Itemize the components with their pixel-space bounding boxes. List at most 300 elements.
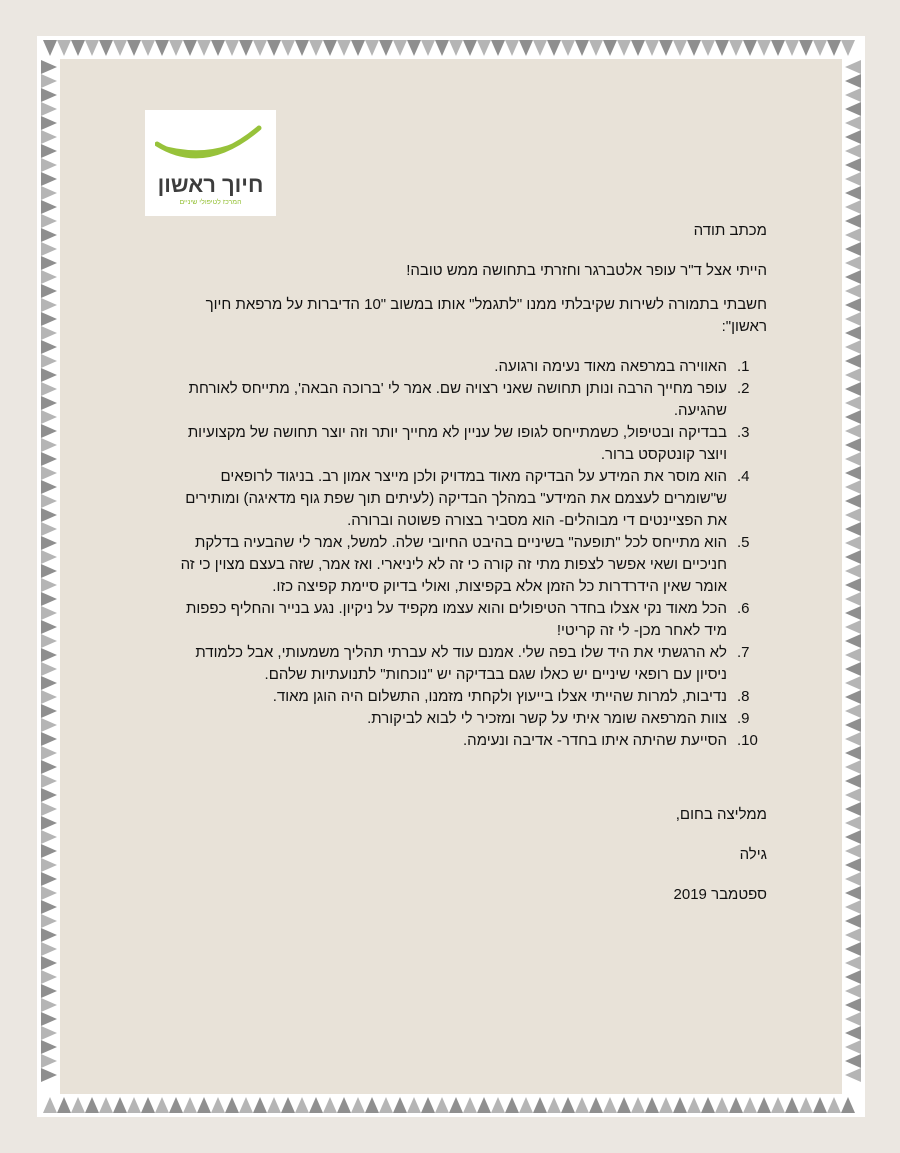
border-triangle — [845, 620, 861, 634]
border-triangle — [845, 550, 861, 564]
border-triangle — [41, 956, 57, 970]
border-triangle — [785, 40, 799, 56]
border-triangle — [845, 116, 861, 130]
border-triangle — [845, 648, 861, 662]
border-triangle — [845, 382, 861, 396]
border-triangle — [505, 1097, 519, 1113]
list-item — [141, 466, 767, 532]
border-triangle — [589, 1097, 603, 1113]
border-triangle — [41, 214, 57, 228]
border-triangle — [41, 578, 57, 592]
border-triangle — [845, 284, 861, 298]
border-triangle — [845, 270, 861, 284]
list-item — [141, 598, 767, 642]
border-triangle — [785, 1097, 799, 1113]
list-item — [141, 708, 767, 730]
border-triangle — [845, 914, 861, 928]
border-triangle — [41, 774, 57, 788]
border-triangle — [41, 424, 57, 438]
border-triangle — [845, 508, 861, 522]
border-triangle — [41, 312, 57, 326]
border-triangle — [99, 1097, 113, 1113]
border-triangle — [645, 40, 659, 56]
border-triangle — [41, 844, 57, 858]
border-triangle — [729, 1097, 743, 1113]
border-triangle — [239, 1097, 253, 1113]
border-triangle — [827, 40, 841, 56]
border-triangle — [41, 438, 57, 452]
border-triangle — [323, 1097, 337, 1113]
list-item-number: 9. — [737, 710, 750, 727]
letter-page — [37, 36, 865, 1117]
letter-date: ספטמבר 2019 — [673, 886, 767, 903]
border-triangle — [463, 1097, 477, 1113]
border-triangle — [41, 676, 57, 690]
list-item-line: לא הרגשתי את היד שלו בפה שלי. אמנם עוד לא עברתי תהליך משמעותי, אבל כלמודת — [195, 644, 727, 661]
border-triangle — [845, 984, 861, 998]
border-triangle — [845, 970, 861, 984]
border-triangle — [845, 438, 861, 452]
border-triangle — [743, 40, 757, 56]
border-triangle — [41, 480, 57, 494]
border-triangle — [41, 354, 57, 368]
border-triangle — [41, 984, 57, 998]
list-item-number: 5. — [737, 534, 750, 551]
border-triangle — [127, 40, 141, 56]
border-triangle — [845, 564, 861, 578]
border-triangle — [41, 326, 57, 340]
border-triangle — [491, 1097, 505, 1113]
border-triangle — [41, 144, 57, 158]
border-triangle — [845, 242, 861, 256]
border-triangle — [845, 816, 861, 830]
border-triangle — [561, 1097, 575, 1113]
border-triangle — [845, 998, 861, 1012]
list-item-number: 10. — [737, 732, 758, 749]
border-triangle — [845, 326, 861, 340]
border-triangle — [845, 172, 861, 186]
border-triangle — [845, 872, 861, 886]
border-triangle — [845, 60, 861, 74]
border-triangle — [295, 1097, 309, 1113]
list-item-line: ש"שומרים לעצמם את המידע" במהלך הבדיקה (לעיתים תוך שפת גוף מדאיגה) ומותירים — [185, 490, 727, 507]
border-triangle — [845, 452, 861, 466]
border-triangle — [41, 1026, 57, 1040]
border-triangle — [267, 40, 281, 56]
border-triangle — [41, 998, 57, 1012]
border-triangle — [43, 1097, 57, 1113]
border-triangle — [845, 102, 861, 116]
border-triangle — [41, 340, 57, 354]
border-triangle — [41, 396, 57, 410]
border-triangle — [845, 1012, 861, 1026]
border-triangle — [845, 634, 861, 648]
border-triangle — [169, 1097, 183, 1113]
border-triangle — [41, 760, 57, 774]
border-triangle — [365, 40, 379, 56]
letter-body — [141, 220, 767, 906]
border-triangle — [561, 40, 575, 56]
border-triangle — [845, 1040, 861, 1054]
border-triangle — [41, 298, 57, 312]
border-triangle — [845, 1068, 861, 1082]
list-item — [141, 686, 767, 708]
border-triangle — [41, 242, 57, 256]
border-triangle — [421, 1097, 435, 1113]
list-item-line: עופר מחייך הרבה ונותן תחושה שאני רצויה שם. אמר לי 'ברוכה הבאה', מתייחס לאורחת — [188, 380, 727, 397]
border-triangle — [799, 1097, 813, 1113]
smile-arc-icon — [155, 124, 265, 178]
border-triangle — [845, 704, 861, 718]
border-triangle — [845, 480, 861, 494]
signer-name: גילה — [739, 846, 767, 863]
border-triangle — [845, 186, 861, 200]
border-triangle — [673, 40, 687, 56]
border-triangle — [449, 1097, 463, 1113]
letter-intro-line-1: חשבתי בתמורה לשירות שקיבלתי ממנו "לתגמל" אותו במשוב "10 הדיברות על מרפאת חיוך — [205, 296, 767, 313]
border-triangle — [845, 228, 861, 242]
border-triangle — [687, 40, 701, 56]
letter-intro-line-2: ראשון": — [721, 318, 767, 335]
list-item — [141, 642, 767, 686]
border-triangle — [463, 40, 477, 56]
border-triangle — [435, 40, 449, 56]
border-triangle — [845, 662, 861, 676]
border-triangle — [183, 1097, 197, 1113]
list-item-line: חניכיים ושאי אפשר לצפות מתי זה קורה כי זה לא ליניארי. ואז אמר, שזה בעצם מצוין כי זה — [180, 556, 727, 573]
border-triangle — [845, 200, 861, 214]
border-triangle — [701, 1097, 715, 1113]
border-triangle — [575, 40, 589, 56]
border-triangle — [41, 1068, 57, 1082]
border-triangle — [799, 40, 813, 56]
border-triangle — [519, 40, 533, 56]
border-triangle — [845, 354, 861, 368]
border-triangle — [225, 40, 239, 56]
border-triangle — [281, 1097, 295, 1113]
border-triangle — [41, 648, 57, 662]
border-triangle — [845, 1054, 861, 1068]
border-triangle — [41, 788, 57, 802]
logo-brand-name: חיוך ראשון — [157, 172, 264, 197]
border-triangle — [85, 1097, 99, 1113]
border-triangle — [57, 40, 71, 56]
border-triangle — [41, 172, 57, 186]
border-triangle — [41, 830, 57, 844]
border-triangle — [393, 1097, 407, 1113]
border-triangle — [41, 1054, 57, 1068]
border-triangle — [71, 40, 85, 56]
border-triangle — [393, 40, 407, 56]
border-triangle — [845, 732, 861, 746]
list-item-line: בבדיקה ובטיפול, כשמתייחס לגופו של עניין לא מחייך יותר וזה יוצר תחושה של מקצועיות — [187, 424, 727, 441]
list-item-number: 7. — [737, 644, 750, 661]
border-triangle — [701, 40, 715, 56]
border-triangle — [631, 1097, 645, 1113]
border-triangle — [845, 690, 861, 704]
list-item-line: שהגיעה. — [673, 402, 727, 419]
border-triangle — [351, 40, 365, 56]
border-triangle — [743, 1097, 757, 1113]
signature-block — [141, 804, 767, 906]
list-item — [141, 730, 767, 752]
border-triangle — [771, 40, 785, 56]
border-triangle — [477, 40, 491, 56]
border-triangle — [41, 88, 57, 102]
border-triangle — [155, 40, 169, 56]
border-triangle — [41, 564, 57, 578]
border-triangle — [845, 74, 861, 88]
border-triangle — [41, 914, 57, 928]
list-item-line: האווירה במרפאה מאוד נעימה ורגועה. — [494, 358, 727, 375]
border-triangle — [41, 816, 57, 830]
border-triangle — [845, 956, 861, 970]
border-triangle — [211, 1097, 225, 1113]
border-triangle — [757, 40, 771, 56]
border-triangle — [85, 40, 99, 56]
border-triangle — [41, 452, 57, 466]
border-triangle — [197, 40, 211, 56]
border-triangle — [407, 1097, 421, 1113]
border-triangle — [533, 40, 547, 56]
border-triangle — [845, 298, 861, 312]
list-item-line: את הפציינטים די מבוהלים- הוא מסביר בצורה פשוטה וברורה. — [347, 512, 727, 529]
border-triangle — [589, 40, 603, 56]
list-item-number: 3. — [737, 424, 750, 441]
border-triangle — [41, 200, 57, 214]
border-triangle — [337, 1097, 351, 1113]
border-triangle — [845, 1026, 861, 1040]
border-triangle — [845, 900, 861, 914]
border-triangle — [845, 88, 861, 102]
border-triangle — [197, 1097, 211, 1113]
list-item — [141, 378, 767, 422]
border-triangle — [155, 1097, 169, 1113]
border-triangle — [141, 1097, 155, 1113]
border-triangle — [407, 40, 421, 56]
border-triangle — [41, 886, 57, 900]
list-item — [141, 422, 767, 466]
border-triangle — [57, 1097, 71, 1113]
border-triangle — [603, 40, 617, 56]
border-triangle — [845, 718, 861, 732]
border-triangle — [41, 186, 57, 200]
border-triangle — [99, 40, 113, 56]
border-triangle — [41, 382, 57, 396]
border-triangle — [845, 130, 861, 144]
border-triangle — [845, 410, 861, 424]
border-triangle — [113, 1097, 127, 1113]
border-triangle — [41, 746, 57, 760]
border-triangle — [729, 40, 743, 56]
list-item — [141, 356, 767, 378]
border-triangle — [225, 1097, 239, 1113]
border-triangle — [845, 214, 861, 228]
border-triangle — [575, 1097, 589, 1113]
border-triangle — [41, 802, 57, 816]
border-triangle — [41, 634, 57, 648]
border-triangle — [505, 40, 519, 56]
border-triangle — [41, 858, 57, 872]
border-triangle — [845, 844, 861, 858]
border-triangle — [127, 1097, 141, 1113]
clinic-logo — [145, 110, 276, 216]
border-triangle — [41, 410, 57, 424]
list-item-number: 2. — [737, 380, 750, 397]
border-triangle — [41, 928, 57, 942]
list-item-number: 8. — [737, 688, 750, 705]
border-triangle — [477, 1097, 491, 1113]
border-triangle — [267, 1097, 281, 1113]
border-triangle — [41, 704, 57, 718]
border-triangle — [845, 536, 861, 550]
border-triangle — [845, 788, 861, 802]
border-triangle — [169, 40, 183, 56]
border-triangle — [337, 40, 351, 56]
border-triangle — [41, 592, 57, 606]
border-triangle — [845, 746, 861, 760]
border-triangle — [239, 40, 253, 56]
border-triangle — [845, 396, 861, 410]
letter-lead: הייתי אצל ד"ר עופר אלטברגר וחזרתי בתחושה ממש טובה! — [406, 262, 767, 279]
list-item-line: אומר שאין הידרדרות כל הזמן אלא בקפיצות, ואולי בדיוק סיימת קפיצה כזו. — [272, 578, 727, 595]
border-triangle — [449, 40, 463, 56]
logo-tagline: המרכז לטיפולי שיניים — [179, 199, 242, 206]
border-triangle — [547, 1097, 561, 1113]
border-triangle — [379, 40, 393, 56]
border-triangle — [41, 690, 57, 704]
border-triangle — [309, 1097, 323, 1113]
border-triangle — [41, 284, 57, 298]
border-triangle — [309, 40, 323, 56]
border-triangle — [365, 1097, 379, 1113]
border-triangle — [253, 1097, 267, 1113]
border-triangle — [845, 158, 861, 172]
border-triangle — [491, 40, 505, 56]
border-triangle — [41, 662, 57, 676]
list-item-line: הסייעת שהיתה איתו בחדר- אדיבה ונעימה. — [463, 732, 727, 749]
border-triangle — [41, 270, 57, 284]
border-triangle — [41, 872, 57, 886]
border-triangle — [41, 256, 57, 270]
border-triangle — [603, 1097, 617, 1113]
border-triangle — [41, 466, 57, 480]
list-item-line: הוא מוסר את המידע על הבדיקה מאוד במדויק ולכן מייצר אמון רב. בניגוד לרופאים — [220, 468, 727, 485]
border-triangle — [845, 760, 861, 774]
border-triangle — [113, 40, 127, 56]
border-triangle — [715, 40, 729, 56]
border-triangle — [183, 40, 197, 56]
border-triangle — [845, 578, 861, 592]
border-triangle — [41, 522, 57, 536]
list-item-number: 6. — [737, 600, 750, 617]
border-triangle — [845, 144, 861, 158]
border-triangle — [41, 508, 57, 522]
border-triangle — [845, 424, 861, 438]
border-triangle — [211, 40, 225, 56]
border-triangle — [41, 536, 57, 550]
border-triangle — [351, 1097, 365, 1113]
border-triangle — [141, 40, 155, 56]
border-triangle — [41, 718, 57, 732]
border-triangle — [41, 942, 57, 956]
border-triangle — [813, 40, 827, 56]
border-triangle — [323, 40, 337, 56]
list-item-line: ויוצר קונטקסט ברור. — [600, 446, 727, 463]
border-triangle — [41, 116, 57, 130]
list-item-line: נדיבות, למרות שהייתי אצלו בייעוץ ולקחתי מזמנו, התשלום היה הוגן מאוד. — [272, 688, 727, 705]
border-triangle — [845, 774, 861, 788]
border-triangle — [845, 802, 861, 816]
border-triangle — [845, 606, 861, 620]
border-triangle — [43, 40, 57, 56]
border-triangle — [281, 40, 295, 56]
border-triangle — [845, 858, 861, 872]
border-triangle — [379, 1097, 393, 1113]
border-triangle — [41, 74, 57, 88]
border-triangle — [41, 732, 57, 746]
border-triangle — [845, 830, 861, 844]
border-triangle — [845, 676, 861, 690]
border-triangle — [41, 970, 57, 984]
border-triangle — [845, 256, 861, 270]
border-triangle — [813, 1097, 827, 1113]
border-triangle — [845, 928, 861, 942]
border-triangle — [617, 1097, 631, 1113]
border-triangle — [71, 1097, 85, 1113]
border-triangle — [41, 620, 57, 634]
border-triangle — [771, 1097, 785, 1113]
border-triangle — [519, 1097, 533, 1113]
border-triangle — [845, 942, 861, 956]
border-triangle — [41, 550, 57, 564]
list-item-line: הוא מתייחס לכל "תופעה" בשיניים בהיבט החיובי שלה. למשל, אמר לי שהבעיה בדלקת — [194, 534, 727, 551]
list-item-number: 1. — [737, 358, 750, 375]
border-triangle — [617, 40, 631, 56]
list-item-line: הכל מאוד נקי אצלו בחדר הטיפולים והוא עצמו מקפיד על ניקיון. נגע בנייר והחליף כפפות — [186, 600, 727, 617]
border-triangle — [845, 522, 861, 536]
closing-line: ממליצה בחום, — [675, 806, 767, 823]
border-triangle — [845, 466, 861, 480]
border-triangle — [841, 40, 855, 56]
border-triangle — [41, 102, 57, 116]
border-triangle — [253, 40, 267, 56]
letter-title: מכתב תודה — [693, 222, 767, 239]
border-triangle — [827, 1097, 841, 1113]
border-triangle — [673, 1097, 687, 1113]
border-triangle — [715, 1097, 729, 1113]
commandments-list — [141, 356, 767, 752]
border-triangle — [41, 1040, 57, 1054]
border-triangle — [41, 158, 57, 172]
border-triangle — [41, 60, 57, 74]
border-triangle — [659, 1097, 673, 1113]
border-triangle — [421, 40, 435, 56]
border-triangle — [41, 900, 57, 914]
border-triangle — [845, 592, 861, 606]
list-item-line: צוות המרפאה שומר איתי על קשר ומזכיר לי לבוא לביקורת. — [367, 710, 727, 727]
border-triangle — [547, 40, 561, 56]
border-triangle — [645, 1097, 659, 1113]
border-triangle — [41, 228, 57, 242]
border-triangle — [533, 1097, 547, 1113]
border-triangle — [687, 1097, 701, 1113]
border-triangle — [41, 368, 57, 382]
border-triangle — [41, 606, 57, 620]
border-triangle — [659, 40, 673, 56]
border-triangle — [435, 1097, 449, 1113]
border-triangle — [845, 368, 861, 382]
